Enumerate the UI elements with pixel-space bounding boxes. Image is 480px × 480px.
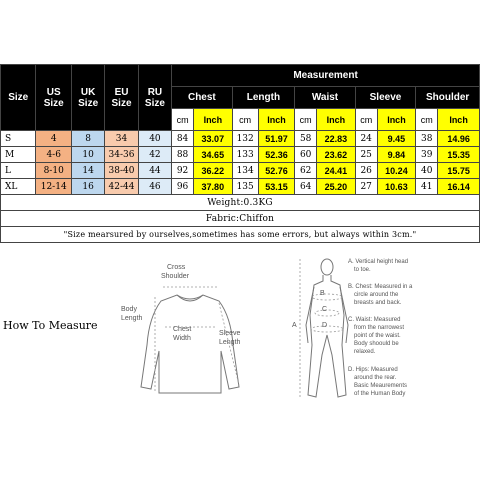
- cell-us: 12-14: [36, 179, 71, 195]
- cell-sleeve-cm: 24: [355, 131, 377, 147]
- cell-waist-in: 22.83: [317, 131, 356, 147]
- cell-length-cm: 133: [232, 147, 258, 163]
- col-size-header: Size: [1, 65, 36, 131]
- cell-chest-in: 36.22: [194, 163, 233, 179]
- cell-uk: 16: [71, 179, 104, 195]
- cell-waist-in: 23.62: [317, 147, 356, 163]
- cell-size: L: [1, 163, 36, 179]
- shoulder-inch-header: Inch: [438, 109, 480, 131]
- chest-width-label-2: Width: [173, 335, 191, 342]
- cell-ru: 40: [138, 131, 171, 147]
- letter-d: D: [322, 322, 328, 329]
- note-d-4: of the Human Body: [354, 391, 406, 397]
- size-table: [0, 64, 480, 243]
- cell-size: XL: [1, 179, 36, 195]
- cell-chest-in: 33.07: [194, 131, 233, 147]
- cell-us: 4-6: [36, 147, 71, 163]
- cell-uk: 10: [71, 147, 104, 163]
- cell-chest-in: 34.65: [194, 147, 233, 163]
- cell-uk: 8: [71, 131, 104, 147]
- cell-uk: 14: [71, 163, 104, 179]
- cell-waist-in: 25.20: [317, 179, 356, 195]
- sleeve-length-label-1: Sleeve: [219, 330, 241, 337]
- cell-chest-cm: 92: [172, 163, 194, 179]
- note-b-1: B. Chest: Measured in a: [348, 284, 413, 290]
- cell-size: M: [1, 147, 36, 163]
- cell-chest-in: 37.80: [194, 179, 233, 195]
- cell-length-cm: 134: [232, 163, 258, 179]
- shoulder-cm-header: cm: [416, 109, 438, 131]
- cell-length-in: 53.15: [258, 179, 295, 195]
- cell-chest-cm: 88: [172, 147, 194, 163]
- note-c-5: relaxed.: [354, 349, 376, 355]
- cell-waist-cm: 60: [295, 147, 317, 163]
- cell-us: 4: [36, 131, 71, 147]
- cell-size: S: [1, 131, 36, 147]
- note-d-3: Basic Meaurements: [354, 383, 408, 389]
- cell-chest-cm: 96: [172, 179, 194, 195]
- col-eu-header: EU Size: [105, 65, 138, 131]
- chest-cm-header: cm: [172, 109, 194, 131]
- cross-shoulder-label-1: Cross: [167, 264, 186, 271]
- cross-shoulder-label-2: Shoulder: [161, 273, 190, 280]
- fabric-row: Fabric:Chiffon: [1, 211, 480, 227]
- cell-length-in: 51.97: [258, 131, 295, 147]
- cell-sleeve-cm: 26: [355, 163, 377, 179]
- table-row: [1, 131, 480, 147]
- cell-sleeve-cm: 27: [355, 179, 377, 195]
- sleeve-header: Sleeve: [355, 87, 416, 109]
- cell-sleeve-in: 9.45: [377, 131, 416, 147]
- cell-sleeve-in: 9.84: [377, 147, 416, 163]
- note-c-3: point of the waist.: [354, 333, 401, 339]
- size-rows: [1, 131, 480, 195]
- note-row: "Size mearsured by ourselves,sometimes has some errors, but always within 3cm.": [1, 227, 480, 243]
- length-inch-header: Inch: [258, 109, 295, 131]
- note-c-4: Body shoould be: [354, 341, 399, 347]
- note-d-2: around the rear.: [354, 375, 397, 381]
- cell-ru: 44: [138, 163, 171, 179]
- cell-chest-cm: 84: [172, 131, 194, 147]
- note-b-3: breasts and back.: [354, 300, 402, 306]
- note-c-2: from the narrowest: [354, 325, 405, 331]
- letter-a: A: [292, 322, 297, 329]
- cell-us: 8-10: [36, 163, 71, 179]
- cell-eu: 34: [105, 131, 138, 147]
- table-row: [1, 163, 480, 179]
- weight-row: Weight:0.3KG: [1, 195, 480, 211]
- cell-sleeve-cm: 25: [355, 147, 377, 163]
- col-uk-header: UK Size: [71, 65, 104, 131]
- cell-shoulder-in: 14.96: [438, 131, 480, 147]
- measurement-header: Measurement: [172, 65, 480, 87]
- cell-waist-cm: 62: [295, 163, 317, 179]
- cell-shoulder-cm: 38: [416, 131, 438, 147]
- cell-shoulder-in: 15.35: [438, 147, 480, 163]
- cell-ru: 42: [138, 147, 171, 163]
- body-length-label-2: Length: [121, 315, 143, 322]
- note-a-1: A. Vertical height head: [348, 259, 409, 265]
- sleeve-inch-header: Inch: [377, 109, 416, 131]
- shoulder-header: Shoulder: [416, 87, 480, 109]
- cell-waist-cm: 64: [295, 179, 317, 195]
- cell-length-cm: 135: [232, 179, 258, 195]
- note-c-1: C. Waist: Measured: [348, 317, 401, 323]
- sleeve-length-label-2: Length: [219, 339, 241, 346]
- cell-sleeve-in: 10.63: [377, 179, 416, 195]
- length-header: Length: [232, 87, 295, 109]
- cell-length-cm: 132: [232, 131, 258, 147]
- cell-shoulder-cm: 39: [416, 147, 438, 163]
- waist-header: Waist: [295, 87, 356, 109]
- letter-c: C: [322, 306, 328, 313]
- note-a-2: to toe.: [354, 267, 371, 273]
- cell-shoulder-in: 15.75: [438, 163, 480, 179]
- cell-shoulder-in: 16.14: [438, 179, 480, 195]
- how-to-measure-section: [0, 255, 480, 415]
- col-us-header: US Size: [36, 65, 71, 131]
- waist-inch-header: Inch: [317, 109, 356, 131]
- how-to-measure-label: How To Measure: [3, 319, 98, 332]
- cell-ru: 46: [138, 179, 171, 195]
- cell-length-in: 52.36: [258, 147, 295, 163]
- cell-eu: 42-44: [105, 179, 138, 195]
- chest-inch-header: Inch: [194, 109, 233, 131]
- note-b-2: circle around the: [354, 292, 399, 298]
- table-row: [1, 179, 480, 195]
- cell-eu: 38-40: [105, 163, 138, 179]
- cell-eu: 34-36: [105, 147, 138, 163]
- length-cm-header: cm: [232, 109, 258, 131]
- cell-waist-cm: 58: [295, 131, 317, 147]
- cell-length-in: 52.76: [258, 163, 295, 179]
- chest-width-label-1: Chest: [173, 326, 192, 333]
- garment-diagram: [115, 255, 265, 415]
- waist-cm-header: cm: [295, 109, 317, 131]
- chest-header: Chest: [172, 87, 233, 109]
- table-row: [1, 147, 480, 163]
- cell-shoulder-cm: 40: [416, 163, 438, 179]
- sleeve-cm-header: cm: [355, 109, 377, 131]
- cell-sleeve-in: 10.24: [377, 163, 416, 179]
- size-chart: [0, 64, 480, 243]
- cell-shoulder-cm: 41: [416, 179, 438, 195]
- body-length-label-1: Body: [121, 306, 137, 313]
- cell-waist-in: 24.41: [317, 163, 356, 179]
- col-ru-header: RU Size: [138, 65, 171, 131]
- note-d-1: D. Hips: Measured: [348, 367, 398, 373]
- body-notes: [346, 255, 461, 415]
- letter-b: B: [320, 290, 325, 297]
